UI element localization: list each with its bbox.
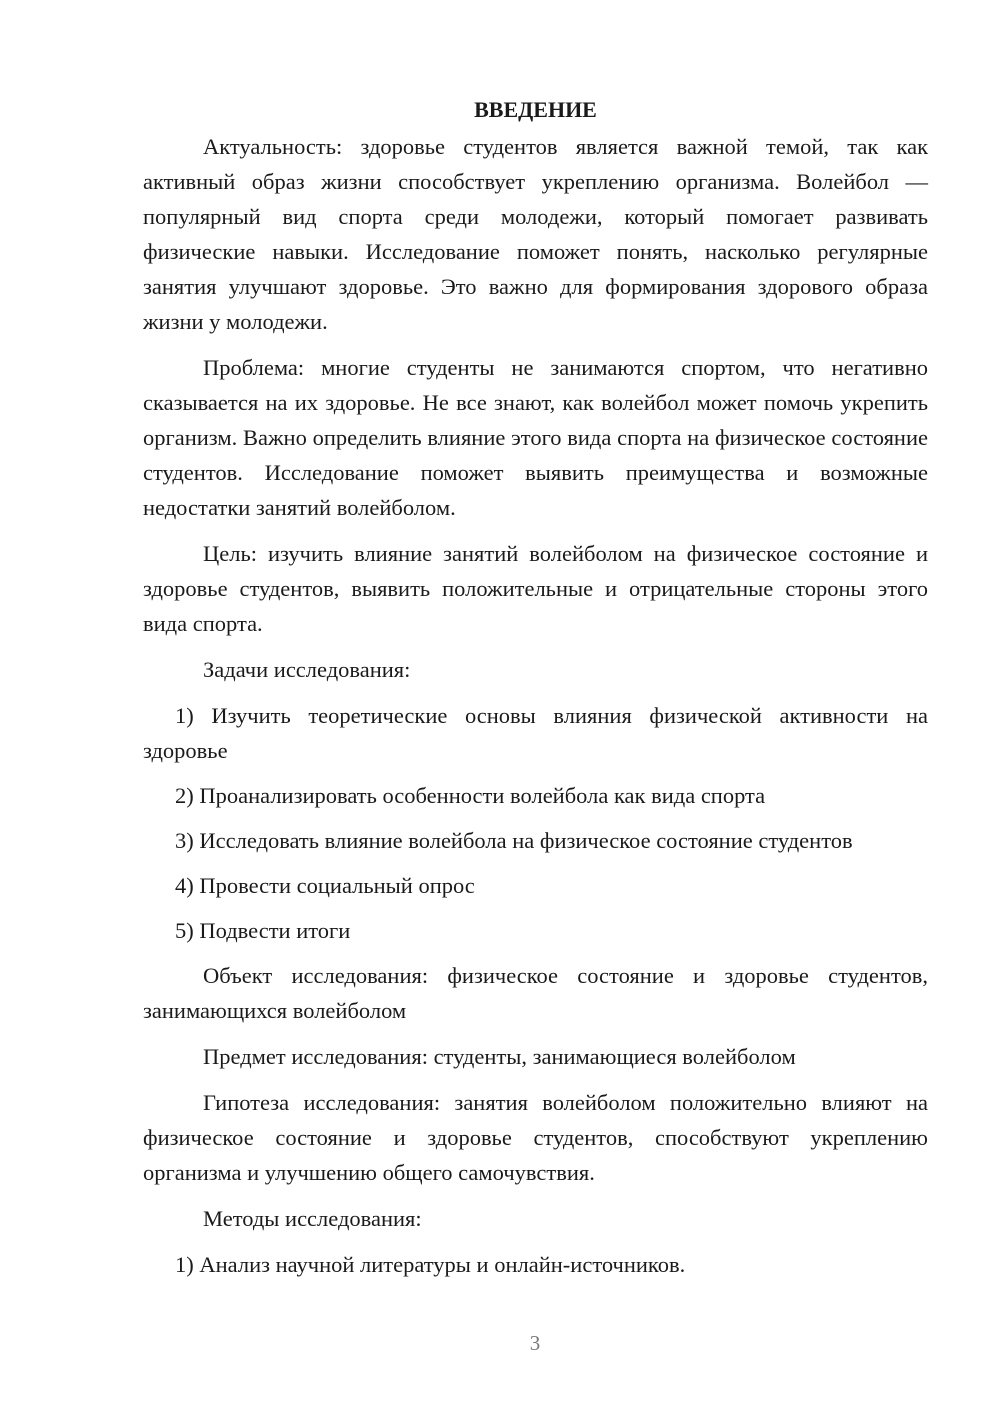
page-title: ВВЕДЕНИЕ: [474, 97, 597, 122]
list-item: 2) Проанализировать особенности волейбола как вида спорта: [175, 783, 766, 808]
subject-paragraph: Предмет исследования: студенты, занимающиеся волейболом: [203, 1044, 796, 1069]
list-item: 1) Анализ научной литературы и онлайн-источников.: [175, 1252, 686, 1277]
hypothesis-paragraph: Гипотеза исследования: занятия волейболом положительно влияют на физическое состояние и здоровье студентов, способствуют укреплению организма и улучшению общего самочувствия.: [143, 1090, 928, 1185]
document-page: [143, 92, 928, 1292]
list-item: 4) Провести социальный опрос: [175, 873, 475, 898]
list-item: 1) Изучить теоретические основы влияния физической активности на здоровье: [143, 703, 928, 763]
object-paragraph: Объект исследования: физическое состояние и здоровье студентов, занимающихся волейболом: [143, 963, 928, 1023]
page-number: 3: [529, 1331, 541, 1355]
list-item: 5) Подвести итоги: [175, 918, 351, 943]
methods-heading: Методы исследования:: [203, 1206, 422, 1231]
problem-paragraph: Проблема: многие студенты не занимаются спортом, что негативно сказывается на их здоровье. Не все знают, как волейбол может помочь укрепить организм. Важно определить влияние этого вида спорта на физическое состояние студентов. Исследование поможет выявить преимущества и возможные недостатки занятий волейболом.: [143, 355, 928, 520]
list-item: 3) Исследовать влияние волейбола на физическое состояние студентов: [175, 828, 853, 853]
goal-paragraph: Цель: изучить влияние занятий волейболом на физическое состояние и здоровье студентов, выявить положительные и отрицательные стороны этого вида спорта.: [143, 541, 928, 636]
relevance-paragraph: Актуальность: здоровье студентов является важной темой, так как активный образ жизни способствует укреплению организма. Волейбол — популярный вид спорта среди молодежи, который помогает развивать физические навыки. Исследование поможет понять, насколько регулярные занятия улучшают здоровье. Это важно для формирования здорового образа жизни у молодежи.: [143, 134, 928, 334]
tasks-heading: Задачи исследования:: [203, 657, 411, 682]
